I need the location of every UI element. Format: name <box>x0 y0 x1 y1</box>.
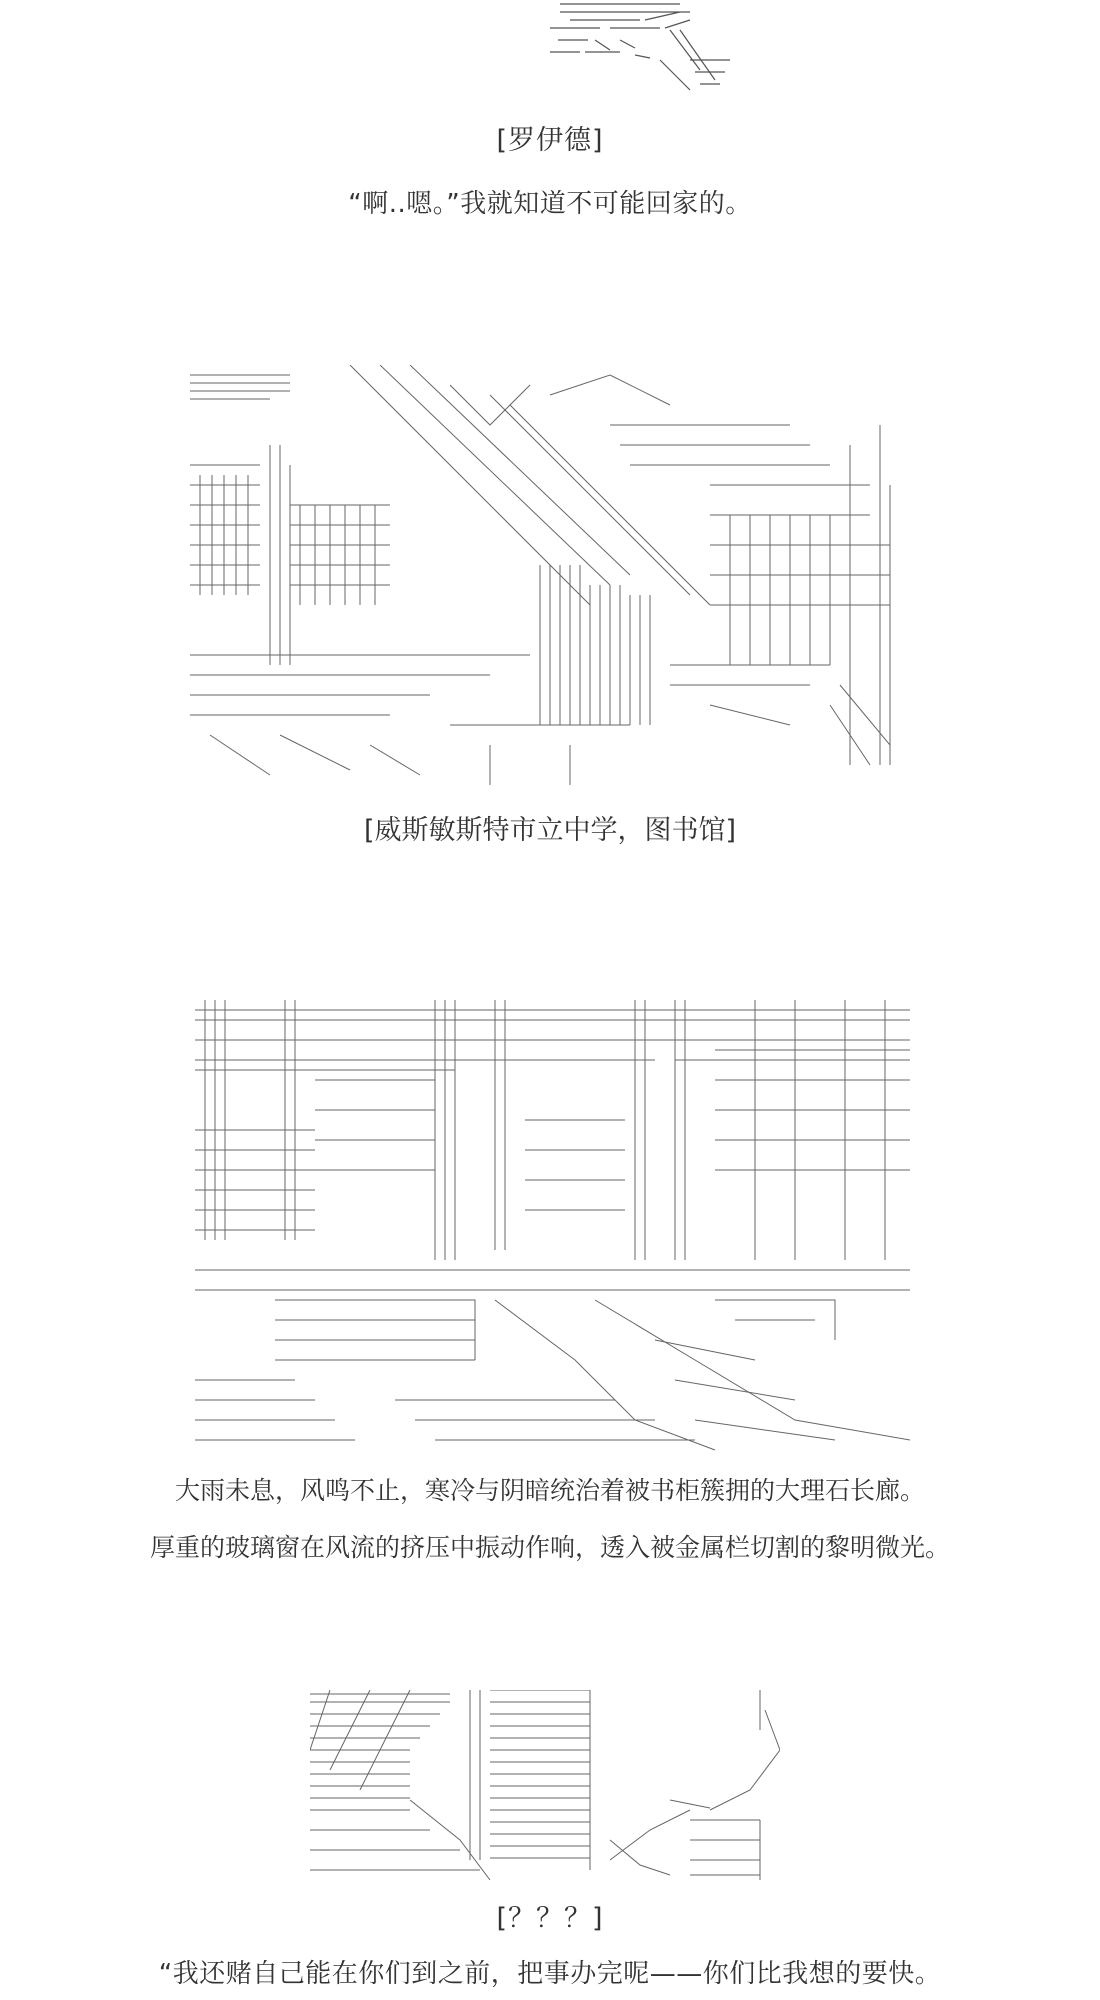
ascii-art-library-street <box>190 365 910 785</box>
narration-line-1: 大雨未息，风鸣不止，寒冷与阴暗统治着被书柜簇拥的大理石长廊。 <box>174 1476 925 1505</box>
ascii-art-bookshelf-corridor <box>310 1690 780 1880</box>
dialogue-line-unknown: “我还赌自己能在你们到之前，把事办完呢——你们比我想的要快。 <box>158 1959 942 1989</box>
location-caption: [威斯敏斯特市立中学，图书馆] <box>363 815 737 846</box>
ascii-art-top-fragment <box>540 0 760 98</box>
speaker-name: [罗伊德] <box>496 125 604 156</box>
dialogue-line: “啊..嗯。”我就知道不可能回家的。 <box>348 189 752 219</box>
speaker-name-unknown: [？？？] <box>496 1903 604 1934</box>
ascii-art-library-hall <box>195 1000 910 1455</box>
narration-line-2: 厚重的玻璃窗在风流的挤压中振动作响，透入被金属栏切割的黎明微光。 <box>149 1533 950 1562</box>
